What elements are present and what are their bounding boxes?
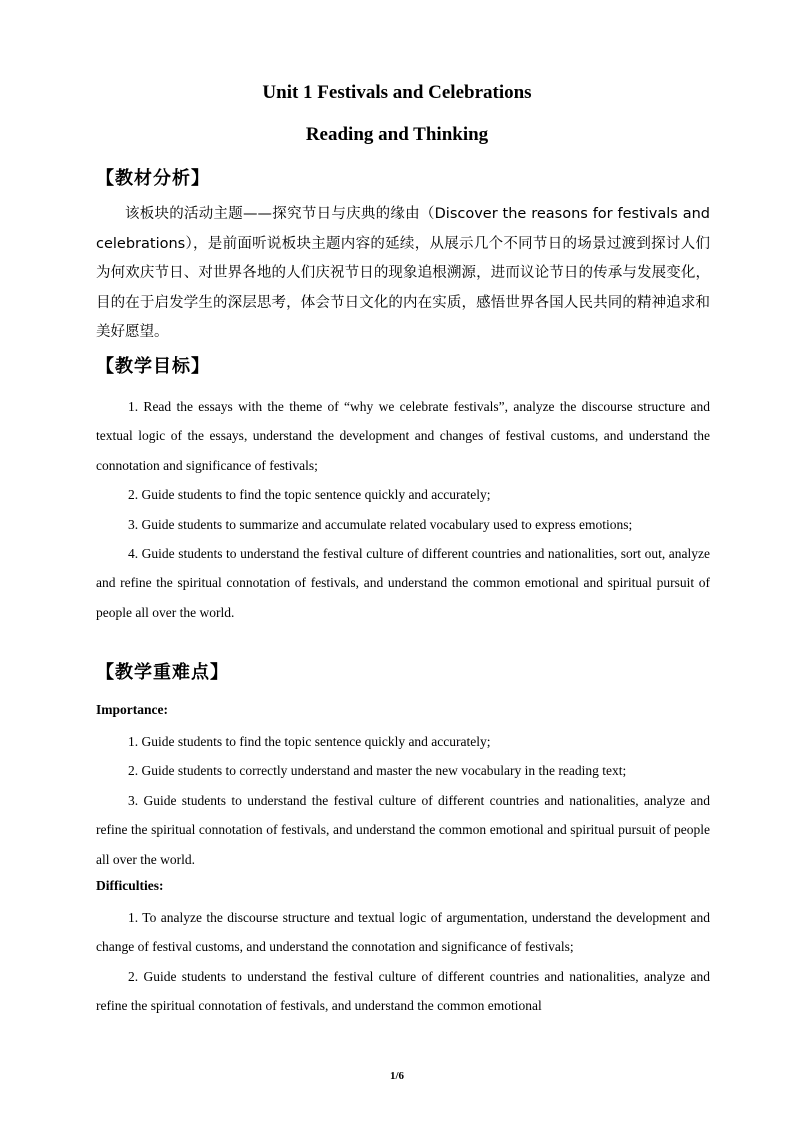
analysis-text: 该板块的活动主题——探究节日与庆典的缘由（Discover the reasons for festivals and celebrations），是前面听说板块主题内容的延续，从展示几个不同节日的场景过渡到探讨人们为何欢庆节日、对世界各地的人们庆祝节日的现象追根溯源，进而议论节日的传承与发展变化，目的在于启发学生的深层思考，体会节日文化的内在实质，感悟世界各国人民共同的精神追求和美好愿望。: [96, 206, 710, 340]
difficulties-list: [96, 903, 710, 1021]
section-heading-analysis: 【教材分析】: [96, 168, 210, 189]
document-subtitle: Reading and Thinking: [305, 124, 489, 145]
difficulty-item: 2. Guide students to understand the festival culture of different countries and nationalities, analyze and refine the spiritual connotation of festivals, and understand the common emotional: [96, 968, 710, 1014]
objective-item: 1. Read the essays with the theme of “why we celebrate festivals”, analyze the discourse structure and textual logic of the essays, understand the development and changes of festival customs, and understand the connotation and significance of festivals;: [96, 399, 710, 473]
difficulties-label: Difficulties:: [96, 878, 164, 893]
section-heading-objectives: 【教学目标】: [96, 356, 210, 377]
document-title: Unit 1 Festivals and Celebrations: [262, 82, 532, 103]
importance-list: [96, 727, 710, 874]
section-heading-key-points: 【教学重难点】: [96, 662, 229, 683]
importance-label: Importance:: [96, 702, 168, 717]
importance-item: 1. Guide students to find the topic sentence quickly and accurately;: [128, 734, 491, 749]
objective-item: 2. Guide students to find the topic sentence quickly and accurately;: [128, 487, 491, 503]
analysis-paragraph: [96, 200, 710, 348]
page-number: 1/6: [389, 1070, 405, 1082]
difficulty-item: 1. To analyze the discourse structure and textual logic of argumentation, understand the development and change of festival customs, and understand the connotation and significance of festivals;: [96, 910, 710, 955]
objective-item: 4. Guide students to understand the festival culture of different countries and nationalities, sort out, analyze and refine the spiritual connotation of festivals, and understand the common emotional and spiritual pursuit of people all over the world.: [96, 546, 710, 620]
importance-item: 2. Guide students to correctly understand and master the new vocabulary in the reading text;: [128, 763, 627, 779]
importance-item: 3. Guide students to understand the festival culture of different countries and nationalities, analyze and refine the spiritual connotation of festivals, and understand the common emotional and spiritual pursuit of people all over the world.: [96, 792, 710, 867]
objectives-list: [96, 392, 710, 627]
objective-item: 3. Guide students to summarize and accumulate related vocabulary used to express emotions;: [128, 516, 633, 532]
